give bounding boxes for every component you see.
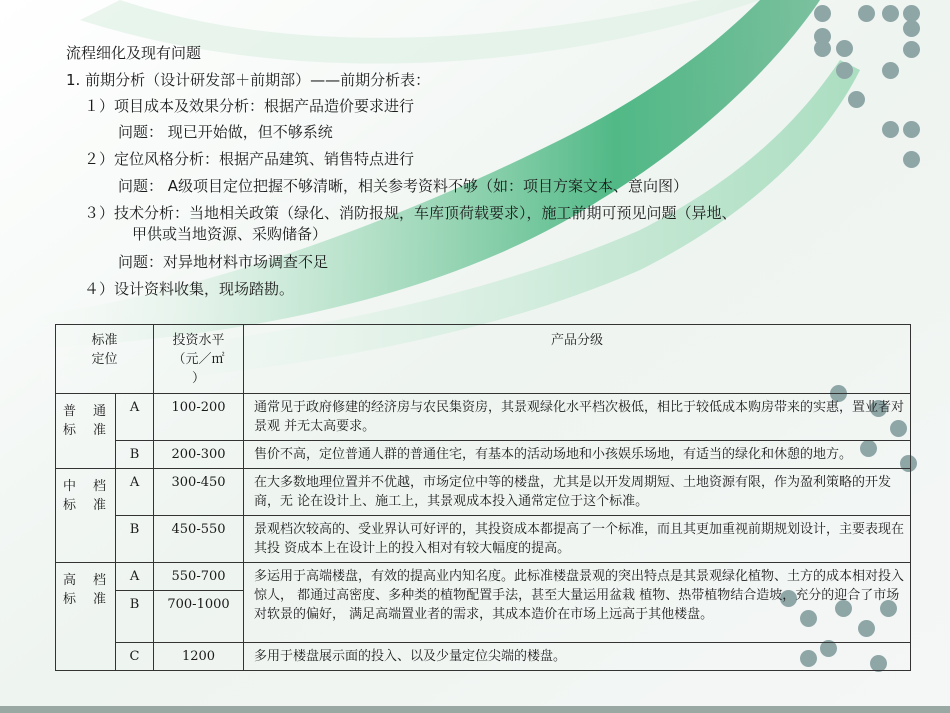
table-row bbox=[56, 516, 911, 563]
investment-cell: 550-700 bbox=[154, 563, 244, 591]
group-name-line1: 高 档 bbox=[62, 573, 108, 588]
group-name-line1: 普 通 bbox=[62, 404, 108, 419]
level-cell: B bbox=[116, 441, 154, 469]
item-3-label: ３）技术分析：当地相关政策（绿化、消防报规，车库顶荷载要求），施工前期可预见问题（异地、 bbox=[84, 204, 737, 222]
item-2-label: ２）定位风格分析：根据产品建筑、销售特点进行 bbox=[84, 150, 415, 168]
investment-cell: 300-450 bbox=[154, 469, 244, 516]
description-cell: 景观档次较高的、受业界认可好评的，其投资成本都提高了一个标准，而且其更加重视前期规划设计，主要表现在其投 资成本上在设计上的投入相对有较大幅度的提高。 bbox=[244, 516, 911, 563]
level-cell: A bbox=[116, 394, 154, 441]
header-grade: 产品分级 bbox=[244, 325, 911, 394]
level-cell: B bbox=[116, 516, 154, 563]
level-cell: A bbox=[116, 469, 154, 516]
group-name-line2: 标 准 bbox=[62, 498, 108, 513]
slide-title: 流程细化及现有问题 bbox=[66, 44, 202, 62]
table-row bbox=[56, 394, 911, 441]
table-row bbox=[56, 563, 911, 591]
description-cell: 在大多数地理位置并不优越，市场定位中等的楼盘，尤其是以开发周期短、土地资源有限，作为盈利策略的开发商，无 论在设计上、施工上，其景观成本投入通常定位于这个标准。 bbox=[244, 469, 911, 516]
item-1-label: １）项目成本及效果分析：根据产品造价要求进行 bbox=[84, 97, 415, 115]
header-investment bbox=[154, 325, 244, 394]
group-name-line2: 标 准 bbox=[62, 592, 108, 607]
table-row bbox=[56, 643, 911, 671]
investment-cell: 700-1000 bbox=[154, 591, 244, 643]
table-row bbox=[56, 469, 911, 516]
header-investment-line2: （元／㎡ bbox=[172, 352, 225, 367]
description-cell: 多用于楼盘展示面的投入、以及少量定位尖端的楼盘。 bbox=[244, 643, 911, 671]
item-2-issue: 问题： A级项目定位把握不够清晰，相关参考资料不够（如：项目方案文本、意向图） bbox=[118, 177, 689, 195]
description-cell: 多运用于高端楼盘，有效的提高业内知名度。此标准楼盘景观的突出特点是其景观绿化植物、土方的成本相对投入惊人， 都通过高密度、多种类的植物配置手法，甚至大量运用盆栽 植物、热带植物结合造坡，充分的迎合了市场对软景的偏好， 满足高端置业者的需求，其成本造价在市场上远高于其他楼盘。 bbox=[244, 563, 911, 643]
group-high-label bbox=[56, 563, 116, 671]
table-header-row bbox=[56, 325, 911, 394]
header-standard-line1: 标准 bbox=[91, 333, 118, 348]
item-4-label: ４）设计资料收集，现场踏勘。 bbox=[84, 280, 295, 298]
group-mid-label bbox=[56, 469, 116, 563]
header-investment-line3: ） bbox=[192, 371, 206, 386]
item-3-issue: 问题：对异地材料市场调查不足 bbox=[118, 253, 329, 271]
header-standard-line2: 定位 bbox=[91, 352, 118, 367]
investment-cell: 1200 bbox=[154, 643, 244, 671]
investment-cell: 450-550 bbox=[154, 516, 244, 563]
item-3-label-continued: 甲供或当地资源、采购储备） bbox=[132, 225, 328, 243]
level-cell: C bbox=[116, 643, 154, 671]
level-cell: A bbox=[116, 563, 154, 591]
group-name-line1: 中 档 bbox=[62, 479, 108, 494]
description-cell: 通常见于政府修建的经济房与农民集资房，其景观绿化水平档次极低，相比于较低成本购房带来的实惠，置业者对景观 并无太高要求。 bbox=[244, 394, 911, 441]
section-heading: 1. 前期分析（设计研发部＋前期部）——前期分析表： bbox=[66, 71, 431, 89]
table-row bbox=[56, 441, 911, 469]
header-investment-line1: 投资水平 bbox=[172, 333, 225, 348]
header-standard bbox=[56, 325, 154, 394]
group-name-line2: 标 准 bbox=[62, 423, 108, 438]
product-grade-table bbox=[55, 324, 911, 671]
item-1-issue: 问题： 现已开始做，但不够系统 bbox=[118, 123, 333, 141]
group-standard-label bbox=[56, 394, 116, 469]
description-cell: 售价不高，定位普通人群的普通住宅，有基本的活动场地和小孩娱乐场地，有适当的绿化和休憩的地方。 bbox=[244, 441, 911, 469]
investment-cell: 200-300 bbox=[154, 441, 244, 469]
investment-cell: 100-200 bbox=[154, 394, 244, 441]
level-cell: B bbox=[116, 591, 154, 643]
